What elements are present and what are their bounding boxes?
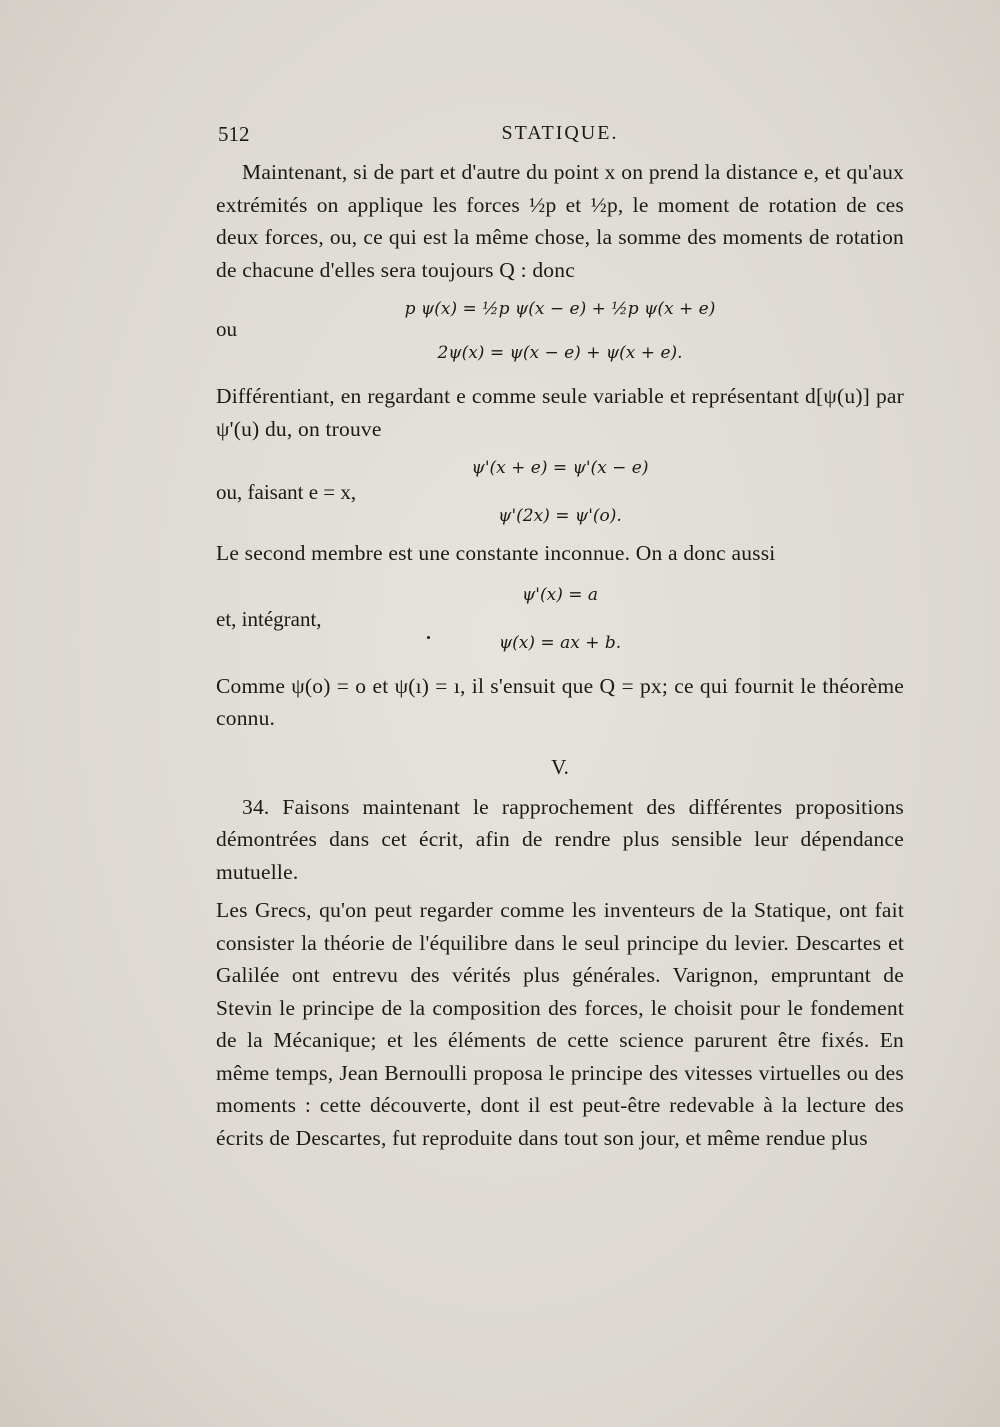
paragraph: Le second membre est une constante inconnue. On a donc aussi xyxy=(216,541,776,565)
equation: ψ'(x + e) = ψ'(x − e) xyxy=(471,458,649,478)
equation-connector: ou, faisant e = x, xyxy=(216,480,357,504)
equation-row xyxy=(216,481,904,503)
equation: p ψ(x) = ½p ψ(x − e) + ½p ψ(x + e) xyxy=(404,299,716,319)
paragraph: Maintenant, si de part et d'autre du point x on prend la distance e, et qu'aux extrémités on applique les forces ½p et ½p, le moment de rotation de ces deux forces, ou, ce qui est la même chose, la somme des moments de rotation de chacune d'elles sera toujours Q : donc xyxy=(216,160,904,282)
running-title: STATIQUE. xyxy=(501,122,619,144)
equation-connector: ou xyxy=(216,317,237,341)
section-heading: V. xyxy=(551,754,569,779)
paragraph: Comme ψ(o) = o et ψ(ı) = ı, il s'ensuit que Q = px; ce qui fournit le théorème connu. xyxy=(216,673,904,730)
page-body xyxy=(216,156,904,1154)
paragraph: Différentiant, en regardant e comme seule variable et représentant d[ψ(u)] par ψ'(u) du, on trouve xyxy=(216,384,904,441)
ink-speck xyxy=(427,636,430,639)
equation: ψ(x) = ax + b. xyxy=(498,632,622,653)
page-header xyxy=(218,122,902,152)
page-number: 512 xyxy=(218,122,250,146)
equation: ψ'(x) = a xyxy=(521,584,599,605)
paragraph: Les Grecs, qu'on peut regarder comme les inventeurs de la Statique, ont fait consister la théorie de l'équilibre dans le seul principe du levier. Descartes et Galilée ont entrevu des vérités plus générales. Varignon, empruntant de Stevin le principe de la composition des forces, le choisit pour le fondement de la Mécanique; et les éléments de cette science parurent être fixés. En même temps, Jean Bernoulli proposa le principe des vitesses virtuelles ou des moments : cette découverte, dont il est peut-être redevable à la lecture des écrits de Descartes, fut reproduite dans tout son jour, et même rendue plus xyxy=(216,898,904,1150)
equation-row xyxy=(216,608,904,630)
equation: 2ψ(x) = ψ(x − e) + ψ(x + e). xyxy=(437,343,683,363)
paragraph: 34. Faisons maintenant le rapprochement des différentes propositions démontrées dans cet écrit, afin de rendre plus sensible leur dépendance mutuelle. xyxy=(216,794,904,884)
equation-connector: et, intégrant, xyxy=(216,606,322,631)
equation: ψ'(2x) = ψ'(o). xyxy=(498,506,622,526)
